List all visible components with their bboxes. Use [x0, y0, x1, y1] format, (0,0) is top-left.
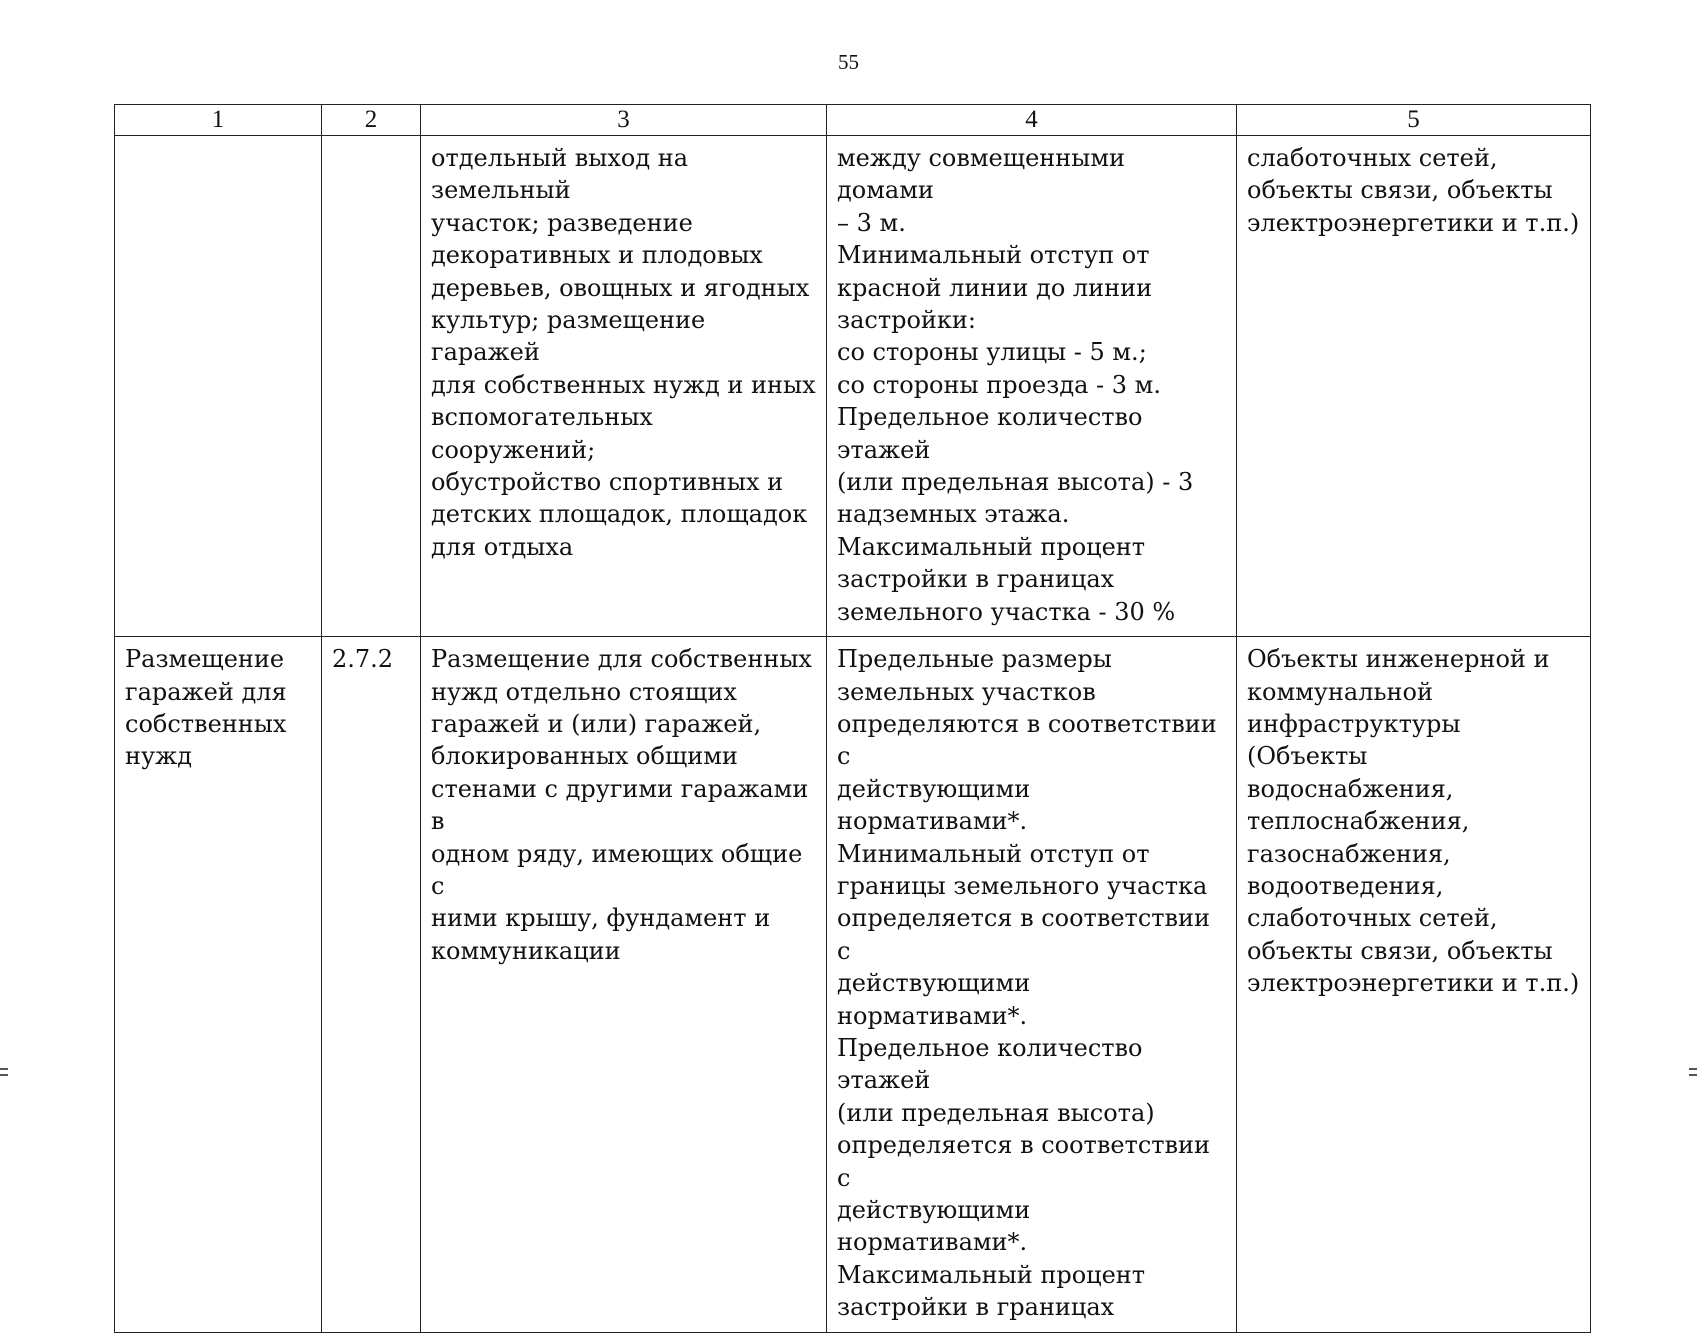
- header-col-4: 4: [827, 105, 1237, 136]
- left-margin-mark: [0, 1068, 8, 1070]
- right-margin-mark: [1689, 1074, 1697, 1076]
- page-number: 55: [838, 50, 859, 74]
- land-use-table: [114, 104, 1591, 1333]
- objects-cell: слаботочных сетей, объекты связи, объекты электроэнергетики и т.п.): [1237, 136, 1591, 637]
- use-description-cell: Размещение для собственных нужд отдельно стоящих гаражей и (или) гаражей, блокированных общими стенами с другими гаражами в одном ряду, имеющих общие с ними крышу, фундамент и коммуникации: [421, 637, 827, 1333]
- use-name-cell: Размещение гаражей для собственных нужд: [115, 637, 322, 1333]
- use-name-cell: [115, 136, 322, 637]
- header-col-3: 3: [421, 105, 827, 136]
- use-code-cell: 2.7.2: [322, 637, 421, 1333]
- left-margin-mark: [0, 1074, 8, 1076]
- use-code-cell: [322, 136, 421, 637]
- right-margin-mark: [1689, 1068, 1697, 1070]
- header-col-1: 1: [115, 105, 322, 136]
- parameters-cell: между совмещенными домами – 3 м. Минимальный отступ от красной линии до линии застройки: со стороны улицы - 5 м.; со стороны проезда - 3 м. Предельное количество этажей (или предельная высота) - 3 надземных этажа. Максимальный процент застройки в границах земельного участка - 30 %: [827, 136, 1237, 637]
- parameters-cell: Предельные размеры земельных участков определяются в соответствии с действующими нормативами*. Минимальный отступ от границы земельного участка определяется в соответствии с действующими нормативами*. Предельное количество этажей (или предельная высота) определяется в соответствии с действующими нормативами*. Максимальный процент застройки в границах: [827, 637, 1237, 1333]
- objects-cell: Объекты инженерной и коммунальной инфраструктуры (Объекты водоснабжения, теплоснабжения, газоснабжения, водоотведения, слаботочных сетей, объекты связи, объекты электроэнергетики и т.п.): [1237, 637, 1591, 1333]
- use-description-cell: отдельный выход на земельный участок; разведение декоративных и плодовых деревьев, овощных и ягодных культур; размещение гаражей для собственных нужд и иных вспомогательных сооружений; обустройство спортивных и детских площадок, площадок для отдыха: [421, 136, 827, 637]
- header-col-5: 5: [1237, 105, 1591, 136]
- header-row: [115, 105, 1591, 136]
- table-row: [115, 637, 1591, 1333]
- header-col-2: 2: [322, 105, 421, 136]
- table-row: [115, 136, 1591, 637]
